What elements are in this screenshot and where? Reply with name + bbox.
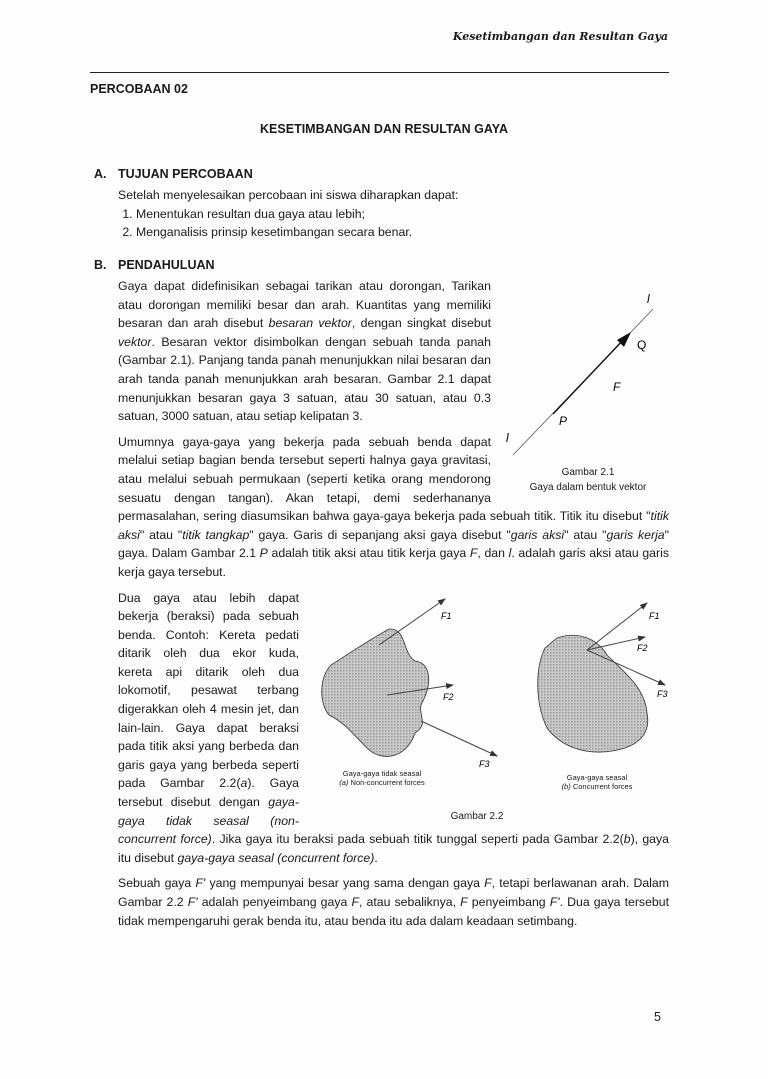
page-number: 5	[654, 1010, 661, 1024]
svg-text:P: P	[559, 414, 568, 428]
svg-text:F3: F3	[657, 688, 668, 699]
section-a-body	[118, 186, 669, 242]
running-header: Kesetimbangan dan Resultan Gaya	[452, 30, 668, 43]
figure-2-1-caption: Gambar 2.1 Gaya dalam bentuk vektor	[529, 467, 647, 493]
svg-text:F1: F1	[649, 610, 660, 621]
figure-2-2	[307, 583, 669, 829]
list-item: 2. Menganalisis prinsip kesetimbangan secara benar.	[136, 223, 669, 242]
vector-diagram	[503, 277, 673, 457]
figure-2-2b-caption: Gaya-gaya seasal (b) Concurrent forces	[561, 772, 633, 791]
svg-text:F1: F1	[441, 610, 452, 621]
paragraph-3: Dua gaya atau lebih dapat bekerja (beraksi) pada sebuah benda. Contoh: Kereta pedati ditarik oleh dua ekor kuda, kereta api ditarik oleh dua lokomotif, pesawat terbang digerakkan oleh 4 mesin jet, dan lain-lain. Gaya dapat beraksi pada titik aksi yang berbeda dan garis gaya yang berbeda seperti pada Gambar 2.2(a). Gaya tersebut disebut dengan gaya-gaya tidak seasal (non-concurrent force). Jika gaya itu beraksi pada sebuah titik tunggal seperti pada Gambar 2.2(b), gaya itu disebut gaya-gaya seasal (concurrent force).	[118, 590, 670, 865]
svg-text:Q: Q	[637, 338, 647, 352]
section-b-body	[118, 277, 669, 937]
paragraph-4: Sebuah gaya F' yang mempunyai besar yang sama dengan gaya F, tetapi berlawanan arah. Dalam Gambar 2.2 F' adalah penyeimbang gaya F, atau sebaliknya, F penyeimbang F'. Dua gaya tersebut tidak mempengaruhi gerak benda itu, atau benda itu ada dalam keadaan setimbang.	[118, 876, 670, 928]
header-rule	[90, 72, 669, 73]
svg-text:l: l	[506, 431, 509, 445]
svg-text:F3: F3	[479, 758, 490, 769]
figure-2-2a-caption: Gaya-gaya tidak seasal (a) Non-concurrent forces	[339, 768, 425, 787]
paragraph-2: Umumnya gaya-gaya yang bekerja pada sebuah benda dapat melalui setiap bagian benda tersebut seperti halnya gaya gravitasi, atau melalui sebuah permukaan (seperti ketika orang mendorong sesuatu dengan tangan). Akan tetapi, demi sederhananya permasalahan, sering diasumsikan bahwa gaya-gaya bekerja pada sebuah titik. Titik itu disebut "titik aksi" atau "titik tangkap" gaya. Garis di sepanjang aksi gaya disebut "garis aksi" atau "garis kerja" gaya. Dalam Gambar 2.1 P adalah titik aksi atau titik kerja gaya F, dan l. adalah garis aksi atau garis kerja gaya tersebut.	[118, 434, 670, 579]
section-a-intro: Setelah menyelesaikan percobaan ini siswa diharapkan dapat:	[118, 188, 459, 202]
section-a-heading: A. TUJUAN PERCOBAAN	[94, 167, 253, 181]
svg-text:F2: F2	[443, 691, 454, 702]
experiment-label: PERCOBAAN 02	[90, 82, 188, 96]
svg-text:F2: F2	[637, 642, 648, 653]
paragraph-1: Gaya dapat didefinisikan sebagai tarikan atau dorongan, Tarikan atau dorongan memiliki besar dan arah. Kuantitas yang memiliki besaran dan arah disebut besaran vektor, dengan singkat disebut vektor. Besaran vektor disimbolkan dengan sebuah tanda panah (Gambar 2.1). Panjang tanda panah menunjukkan nilai besaran dan arah tanda panah menunjukkan arah besaran. Gambar 2.1 dapat menunjukkan besaran gaya 3 satuan, atau 30 satuan, atau 0.3 satuan, 3000 satuan, atau setiap kelipatan 3.	[118, 279, 491, 424]
figure-2-1	[503, 277, 673, 507]
figure-2-2-caption: Gambar 2.2	[450, 810, 504, 822]
section-b-heading: B. PENDAHULUAN	[94, 258, 215, 272]
list-item: 1. Menentukan resultan dua gaya atau lebih;	[136, 205, 669, 224]
svg-text:l: l	[647, 292, 650, 306]
page-title: KESETIMBANGAN DAN RESULTAN GAYA	[260, 122, 508, 136]
svg-text:F: F	[613, 380, 621, 394]
